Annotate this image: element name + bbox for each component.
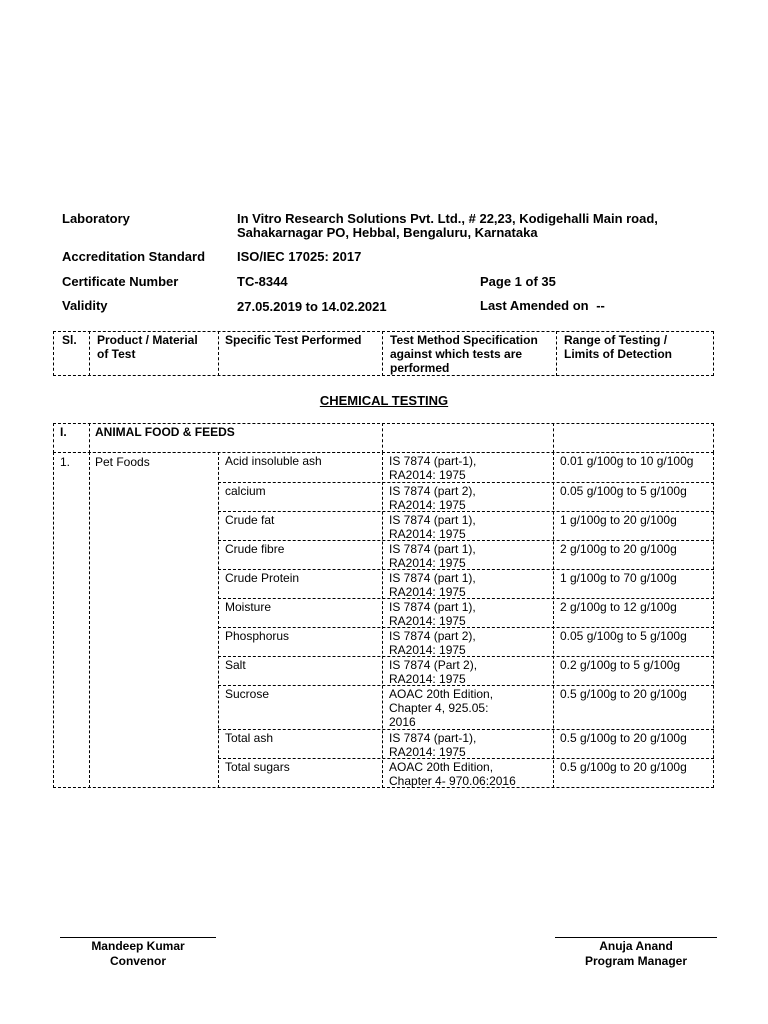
accreditation-label: Accreditation Standard (62, 249, 206, 264)
left-signatory (60, 939, 216, 969)
test-range: 1 g/100g to 20 g/100g (560, 513, 677, 527)
amended-value: -- (596, 298, 605, 313)
section-title: CHEMICAL TESTING (319, 393, 449, 408)
test-range: 0.2 g/100g to 5 g/100g (560, 658, 681, 672)
left-signature-line (60, 937, 216, 938)
column-method: Test Method Specification against which tests are performed (390, 333, 538, 375)
test-method: IS 7874 (part 1), RA2014: 1975 (389, 600, 476, 628)
test-name: Total ash (225, 731, 274, 745)
validity-value: 27.05.2019 to 14.02.2021 (237, 299, 387, 314)
test-method: IS 7874 (part-1), RA2014: 1975 (389, 731, 477, 759)
test-method: IS 7874 (part-1), RA2014: 1975 (389, 454, 477, 482)
group-name: ANIMAL FOOD & FEEDS (95, 425, 235, 439)
column-product: Product / Material of Test (97, 333, 198, 361)
test-name: Crude Protein (225, 571, 300, 585)
laboratory-label: Laboratory (62, 211, 130, 226)
test-method: IS 7874 (part 1), RA2014: 1975 (389, 513, 476, 541)
item-product: Pet Foods (95, 455, 150, 469)
amended-label: Last Amended on (480, 298, 589, 313)
test-method: AOAC 20th Edition, Chapter 4, 925.05: 2016 (389, 687, 494, 729)
test-method: IS 7874 (part 2), RA2014: 1975 (389, 484, 476, 512)
test-range: 2 g/100g to 20 g/100g (560, 542, 677, 556)
test-method: IS 7874 (part 1), RA2014: 1975 (389, 571, 476, 599)
certificate-value: TC-8344 (237, 274, 288, 289)
column-test: Specific Test Performed (225, 333, 362, 347)
test-name: Phosphorus (225, 629, 290, 643)
column-sl: Sl. (62, 333, 77, 347)
right-signature-line (555, 937, 717, 938)
test-name: Moisture (225, 600, 272, 614)
right-signatory-title: Program Manager (584, 954, 688, 968)
test-name: Crude fat (225, 513, 275, 527)
test-range: 0.05 g/100g to 5 g/100g (560, 484, 687, 498)
test-range: 1 g/100g to 70 g/100g (560, 571, 677, 585)
left-signatory-title: Convenor (109, 954, 166, 968)
accreditation-value: ISO/IEC 17025: 2017 (237, 249, 362, 264)
test-range: 0.5 g/100g to 20 g/100g (560, 687, 687, 701)
certificate-label: Certificate Number (62, 274, 179, 289)
column-range: Range of Testing / Limits of Detection (564, 333, 673, 361)
right-signatory-name: Anuja Anand (599, 939, 673, 953)
test-name: Total sugars (225, 760, 290, 774)
test-range: 0.01 g/100g to 10 g/100g (560, 454, 694, 468)
right-signatory (555, 939, 717, 969)
amended-info (480, 298, 605, 313)
test-range: 0.05 g/100g to 5 g/100g (560, 629, 687, 643)
test-method: IS 7874 (Part 2), RA2014: 1975 (389, 658, 478, 686)
page-info: Page 1 of 35 (480, 274, 556, 289)
test-range: 0.5 g/100g to 20 g/100g (560, 760, 687, 774)
validity-label: Validity (62, 298, 108, 313)
item-number: 1. (60, 455, 71, 469)
test-name: Crude fibre (225, 542, 285, 556)
laboratory-address-line2: Sahakarnagar PO, Hebbal, Bengaluru, Karnataka (237, 225, 538, 240)
test-name: Sucrose (225, 687, 270, 701)
test-name: Acid insoluble ash (225, 454, 322, 468)
laboratory-address-line1: In Vitro Research Solutions Pvt. Ltd., # 22,23, Kodigehalli Main road, (237, 211, 658, 226)
test-name: Salt (225, 658, 246, 672)
test-name: calcium (225, 484, 266, 498)
test-range: 2 g/100g to 12 g/100g (560, 600, 677, 614)
test-method: IS 7874 (part 1), RA2014: 1975 (389, 542, 476, 570)
test-range: 0.5 g/100g to 20 g/100g (560, 731, 687, 745)
test-method: IS 7874 (part 2), RA2014: 1975 (389, 629, 476, 657)
group-number: I. (60, 425, 67, 439)
test-method: AOAC 20th Edition, Chapter 4- 970.06:2016 (389, 760, 516, 788)
left-signatory-name: Mandeep Kumar (91, 939, 185, 953)
